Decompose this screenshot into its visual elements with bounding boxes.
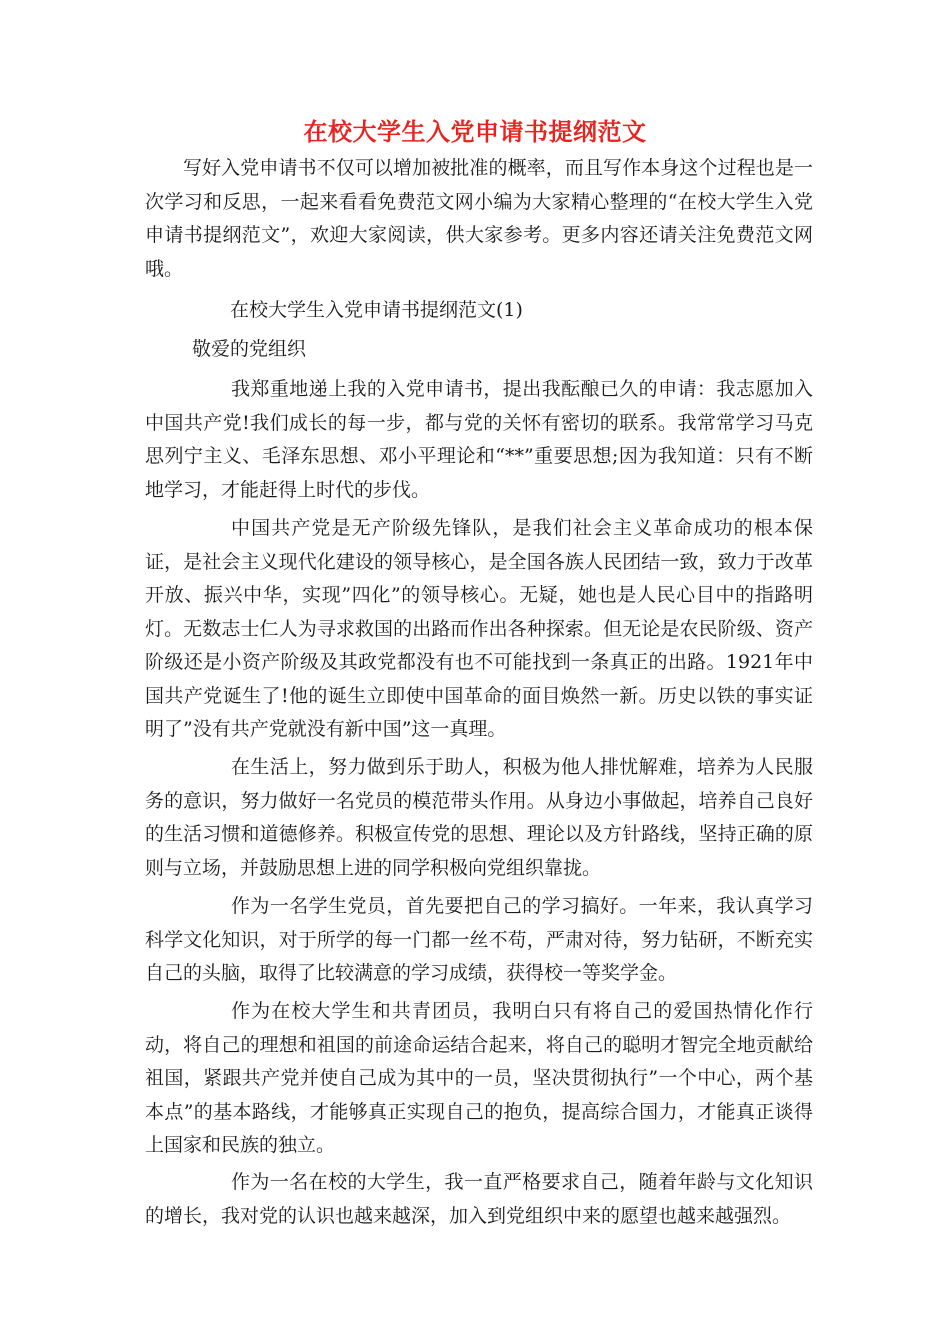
body-paragraph-4: 作为一名学生党员，首先要把自己的学习搞好。一年来，我认真学习科学文化知识，对于所学的每一门都一丝不苟，严肃对待，努力钻研，不断充实自己的头脑，取得了比较满意的学习成绩，获得校一等奖学金。 <box>145 895 813 984</box>
body-paragraph-2: 中国共产党是无产阶级先锋队，是我们社会主义革命成功的根本保证，是社会主义现代化建设的领导核心，是全国各族人民团结一致，致力于改革开放、振兴中华，实现”四化”的领导核心。无疑，她也是人民心目中的指路明灯。无数志士仁人为寻求救国的出路而作出各种探索。但无论是农民阶级、资产阶级还是小资产阶级及其政党都没有也不可能找到一条真正的出路。1921年中国共产党诞生了!他的诞生立即使中国革命的面目焕然一新。历史以铁的事实证明了”没有共产党就没有新中国”这一真理。 <box>145 517 813 740</box>
body-paragraph-3: 在生活上，努力做到乐于助人，积极为他人排忧解难，培养为人民服务的意识，努力做好一名党员的模范带头作用。从身边小事做起，培养自己良好的生活习惯和道德修养。积极宣传党的思想、理论以及方针路线，坚持正确的原则与立场，并鼓励思想上进的同学积极向党组织靠拢。 <box>145 756 813 879</box>
intro-paragraph: 写好入党申请书不仅可以增加被批准的概率，而且写作本身这个过程也是一次学习和反思，一起来看看免费范文网小编为大家精心整理的“在校大学生入党申请书提纲范文”，欢迎大家阅读，供大家参考。更多内容还请关注免费范文网哦。 <box>145 157 813 280</box>
body-paragraph-5: 作为在校大学生和共青团员，我明白只有将自己的爱国热情化作行动，将自己的理想和祖国的前途命运结合起来，将自己的聪明才智完全地贡献给祖国，紧跟共产党并使自己成为其中的一员，坚决贯彻执行”一个中心，两个基本点”的基本路线，才能够真正实现自己的抱负，提高综合国力，才能真正谈得上国家和民族的独立。 <box>145 1000 813 1156</box>
section-subheading: 在校大学生入党申请书提纲范文(1) <box>230 299 523 321</box>
salutation: 敬爱的党组织 <box>192 338 307 360</box>
document-title: 在校大学生入党申请书提纲范文 <box>303 118 647 146</box>
body-paragraph-6: 作为一名在校的大学生，我一直严格要求自己，随着年龄与文化知识的增长，我对党的认识也越来越深，加入到党组织中来的愿望也越来越强烈。 <box>145 1171 813 1227</box>
body-paragraph-1: 我郑重地递上我的入党申请书，提出我酝酿已久的申请：我志愿加入中国共产党!我们成长的每一步，都与党的关怀有密切的联系。我常常学习马克思列宁主义、毛泽东思想、邓小平理论和“**”重要思想;因为我知道：只有不断地学习，才能赶得上时代的步伐。 <box>145 378 813 501</box>
